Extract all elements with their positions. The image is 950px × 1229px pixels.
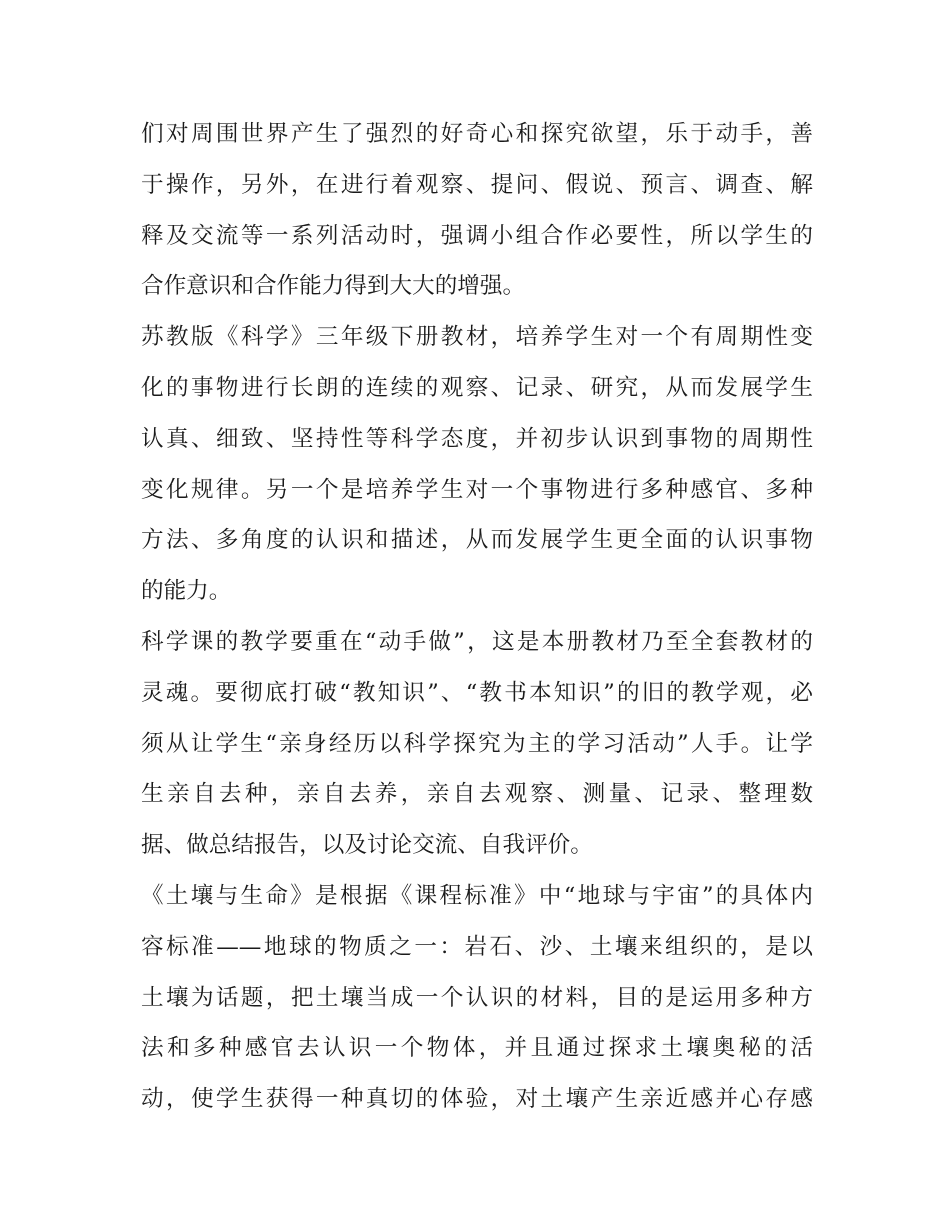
text-line: 据、做总结报告，以及讨论交流、自我评价。 <box>141 832 593 859</box>
text-line: 于操作，另外，在进行着观察、提问、假说、预言、调查、解 <box>141 171 813 198</box>
text-line: 科学课的教学要重在“动手做”，这是本册教材乃至全套教材的 <box>141 628 813 655</box>
paragraph-4 <box>141 871 813 1125</box>
text-line: 方法、多角度的认识和描述，从而发展学生更全面的认识事物 <box>141 527 813 554</box>
text-line: 化的事物进行长朗的连续的观察、记录、研究，从而发展学生 <box>141 374 813 401</box>
paragraph-2 <box>141 312 813 617</box>
paragraph-3 <box>141 617 813 871</box>
text-line: 变化规律。另一个是培养学生对一个事物进行多种感官、多种 <box>141 476 813 503</box>
text-line: 释及交流等一系列活动时，强调小组合作必要性，所以学生的 <box>141 222 813 249</box>
text-line: 须从让学生“亲身经历以科学探究为主的学习活动”人手。让学 <box>141 730 813 757</box>
document-body <box>141 109 813 1125</box>
text-line: 灵魂。要彻底打破“教知识”、“教书本知识”的旧的教学观，必 <box>141 679 813 706</box>
text-line: 苏教版《科学》三年级下册教材，培养学生对一个有周期性变 <box>141 324 813 351</box>
text-line: 合作意识和合作能力得到大大的增强。 <box>141 273 526 300</box>
text-line: 《土壤与生命》是根据《课程标准》中“地球与宇宙”的具体内 <box>141 882 813 909</box>
text-line: 容标准——地球的物质之一：岩石、沙、土壤来组织的，是以 <box>141 933 813 960</box>
text-line: 土壤为话题，把土壤当成一个认识的材料，目的是运用多种方 <box>141 984 813 1011</box>
text-line: 们对周围世界产生了强烈的好奇心和探究欲望，乐于动手，善 <box>141 121 813 147</box>
paragraph-1 <box>141 109 813 312</box>
text-line: 生亲自去种，亲自去养，亲自去观察、测量、记录、整理数 <box>141 781 813 808</box>
text-line: 的能力。 <box>141 578 232 605</box>
text-line: 法和多种感官去认识一个物体，并且通过探求土壤奥秘的活 <box>141 1035 813 1062</box>
text-line: 认真、细致、坚持性等科学态度，并初步认识到事物的周期性 <box>141 425 813 452</box>
text-line: 动，使学生获得一种真切的体验，对土壤产生亲近感并心存感 <box>141 1086 813 1113</box>
